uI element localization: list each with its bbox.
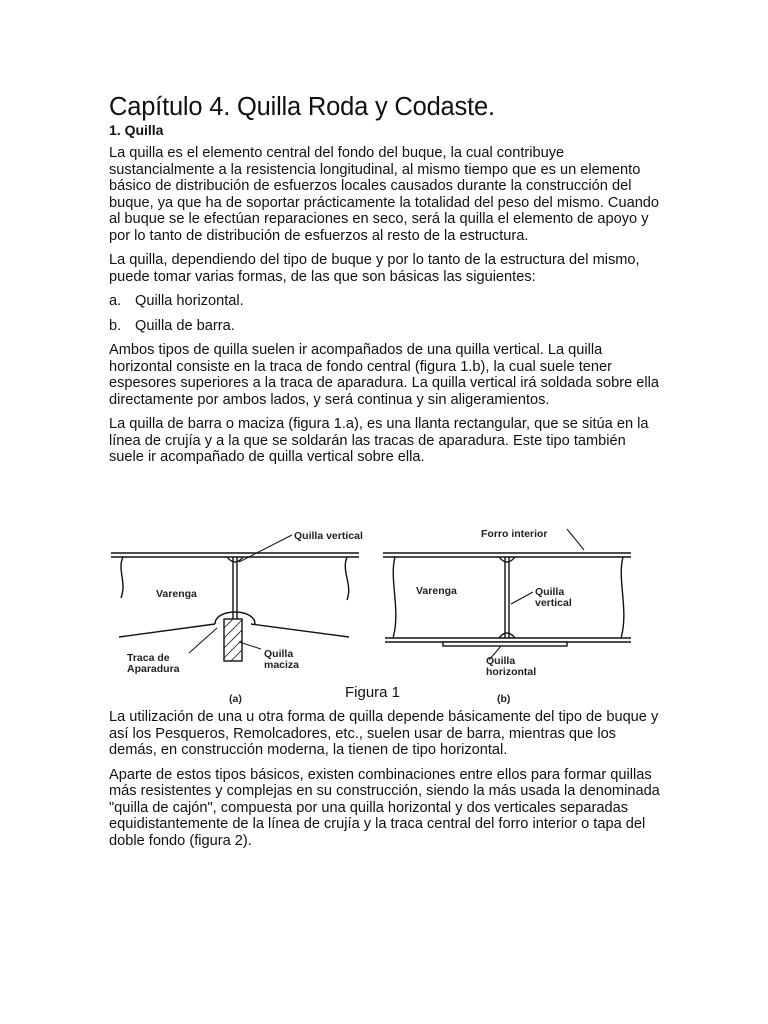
label-maciza-1: Quilla <box>264 648 294 660</box>
b-horizontal-keel <box>443 642 567 646</box>
list-marker: b. <box>109 317 122 334</box>
label-qh-1: Quilla <box>486 655 516 667</box>
b-break-left <box>393 557 396 638</box>
label-a: (a) <box>229 693 242 705</box>
figure-caption: Figura 1 <box>345 684 401 701</box>
label-qv-b-1: Quilla <box>535 586 565 598</box>
label-qh-2: horizontal <box>486 666 537 678</box>
b-leader-qv <box>511 592 533 604</box>
document-body-continued <box>109 709 661 857</box>
list-item <box>109 293 661 310</box>
b-leader-forro <box>567 529 584 550</box>
label-qv-b-2: vertical <box>535 597 572 609</box>
b-break-right <box>621 557 624 638</box>
section-heading: 1. Quilla <box>109 122 164 138</box>
a-break-left <box>121 557 123 598</box>
a-leader-traca <box>189 628 217 653</box>
a-shell-left <box>119 624 215 637</box>
paragraph-1: La quilla es el elemento central del fondo del buque, la cual contribuye sustancialmente a la resistencia longitudinal, al mismo tiempo que es un elemento básico de distribución de esfuerzos locales causados durante la construcción del buque, ya que ha de soportar prácticamente la totalidad del peso del mismo. Cuando al buque se le efectúan reparaciones en seco, será la quilla el elemento de apoyo y por lo tanto de distribución de esfuerzos al resto de la estructura. <box>109 145 660 244</box>
a-break-right <box>345 557 348 600</box>
a-leader-qv <box>239 535 292 562</box>
list-marker: a. <box>109 293 122 309</box>
paragraph-4: La quilla de barra o maciza (figura 1.a), es una llanta rectangular, que se sitúa en la línea de crujía y a la que se soldarán las tracas de aparadura. Este tipo también suele ir acompañado de quilla vertical sobre ella. <box>109 416 649 465</box>
paragraph-6: Aparte de estos tipos básicos, existen combinaciones entre ellos para formar quillas más resistentes y complejas en su construcción, siendo la más usada la denominada "quilla de cajón", compuesta por una quilla horizontal y dos verticales separadas equidistantemente de la línea de crujía y la traca central del forro interior o tapa del doble fondo (figura 2). <box>109 766 660 849</box>
label-traca-2: Aparadura <box>127 663 180 675</box>
paragraph-3: Ambos tipos de quilla suelen ir acompañados de una quilla vertical. La quilla horizontal consiste en la traca de fondo central (figura 1.b), la cual suele tener espesores superiores a la traca de aparadura. La quilla vertical irá soldada sobre ella directamente por ambos lados, y será continua y sin aligeramientos. <box>109 342 660 408</box>
a-shell-right <box>251 624 349 637</box>
chapter-title: Capítulo 4. Quilla Roda y Codaste. <box>109 93 495 121</box>
label-forro-interior: Forro interior <box>481 528 548 540</box>
label-maciza-2: maciza <box>264 659 300 671</box>
label-varenga-b: Varenga <box>416 585 457 597</box>
list-text: Quilla de barra. <box>135 317 235 334</box>
list-item <box>109 318 661 335</box>
label-quilla-vertical-a: Quilla vertical <box>294 530 363 542</box>
document-body <box>109 92 661 474</box>
list-text: Quilla horizontal. <box>135 293 244 309</box>
label-b: (b) <box>497 693 511 705</box>
label-traca-1: Traca de <box>127 652 170 664</box>
keel-figure <box>109 520 641 706</box>
paragraph-2: La quilla, dependiendo del tipo de buque y por lo tanto de la estructura del mismo, puede tomar varias formas, de las que son básicas las siguientes: <box>109 252 640 285</box>
keel-diagram <box>109 520 641 706</box>
paragraph-5: La utilización de una u otra forma de quilla depende básicamente del tipo de buque y así los Pesqueros, Remolcadores, etc., suelen usar de barra, mientras que los demás, en construcción moderna, la tienen de tipo horizontal. <box>109 709 659 758</box>
label-varenga-a: Varenga <box>156 588 197 600</box>
